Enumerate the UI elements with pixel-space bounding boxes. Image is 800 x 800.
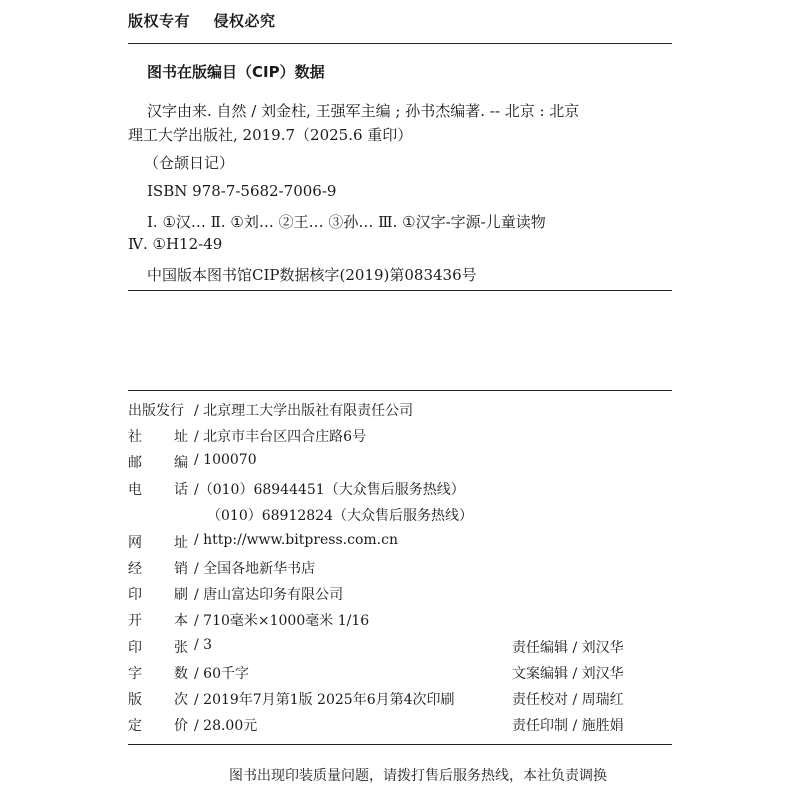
cip-classification-2: Ⅳ. ①H12-49: [128, 235, 223, 253]
print-manager: 责任印制 / 施胜娟: [512, 718, 624, 734]
printer-value: / 唐山富达印务有限公司: [194, 587, 344, 603]
sheets-value: / 3: [194, 637, 213, 653]
quality-notice: 图书出现印装质量问题，请拨打售后服务热线，本社负责调换: [229, 768, 607, 784]
words-value: / 60千字: [194, 666, 249, 682]
copy-editor: 文案编辑 / 刘汉华: [512, 666, 624, 682]
publication-top-rule: [128, 390, 672, 391]
distributor-value: / 全国各地新华书店: [194, 561, 316, 577]
cip-core-record: 中国版本图书馆CIP数据核字(2019)第083436号: [147, 266, 477, 284]
format-value: / 710毫米×1000毫米 1/16: [194, 613, 370, 629]
postcode-value: / 100070: [194, 452, 257, 468]
address-value: / 北京市丰台区四合庄路6号: [194, 429, 367, 445]
edition-value: / 2019年7月第1版 2025年6月第4次印刷: [194, 692, 455, 708]
copyright-notice: [128, 10, 276, 31]
responsible-editor: 责任编辑 / 刘汉华: [512, 640, 624, 656]
phone-label: 电 话: [128, 482, 188, 498]
postcode-label: 邮 编: [128, 455, 188, 471]
cip-title: 图书在版编目（CIP）数据: [147, 63, 325, 81]
address-label: 社 址: [128, 429, 188, 445]
publisher-value: / 北京理工大学出版社有限责任公司: [194, 403, 414, 419]
copyright-reserved: 版权专有: [128, 12, 191, 30]
website-label: 网 址: [128, 535, 188, 551]
cip-classification-1: Ⅰ. ①汉… Ⅱ. ①刘… ②王… ③孙… Ⅲ. ①汉字-字源-儿童读物: [147, 213, 546, 231]
cip-record-line-1: 汉字由来. 自然 / 刘金柱, 王强军主编 ; 孙书杰编著. -- 北京 : 北京: [147, 102, 580, 120]
cip-bottom-rule: [128, 290, 672, 291]
publisher-label: 出版发行: [128, 403, 184, 419]
distributor-label: 经 销: [128, 561, 188, 577]
printer-label: 印 刷: [128, 587, 188, 603]
format-label: 开 本: [128, 613, 188, 629]
responsible-proofreader: 责任校对 / 周瑞红: [512, 692, 624, 708]
price-value: / 28.00元: [194, 718, 258, 734]
phone-value-1: /（010）68944451（大众售后服务热线）: [194, 482, 465, 498]
cip-isbn: ISBN 978-7-5682-7006-9: [147, 182, 337, 200]
sheets-label: 印 张: [128, 640, 188, 656]
infringement-prohibited: 侵权必究: [213, 12, 276, 30]
publication-bottom-rule: [128, 744, 672, 745]
cip-series: （仓颉日记）: [144, 154, 235, 172]
cip-record-line-2: 理工大学出版社, 2019.7（2025.6 重印）: [128, 126, 413, 144]
header-rule: [128, 43, 672, 44]
website-value: / http://www.bitpress.com.cn: [194, 532, 398, 548]
edition-label: 版 次: [128, 692, 188, 708]
words-label: 字 数: [128, 666, 188, 682]
phone-value-2: （010）68912824（大众售后服务热线）: [207, 508, 473, 524]
price-label: 定 价: [128, 718, 188, 734]
